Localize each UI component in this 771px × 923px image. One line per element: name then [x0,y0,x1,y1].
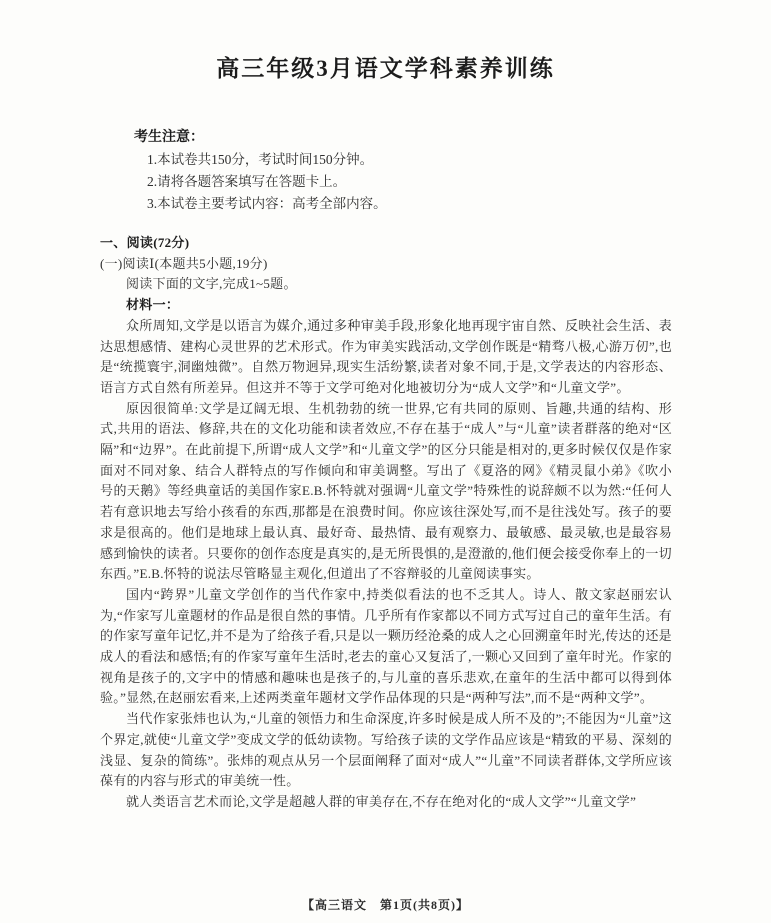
body-paragraph: 原因很简单:文学是辽阔无垠、生机勃勃的统一世界,它有共同的原则、旨趣,共通的结构、形式,共用的语法、修辞,共在的文化功能和读者效应,不存在基于“成人”与“儿童”读者群落的绝对“区隔”和“边界”。在此前提下,所谓“成人文学”和“儿童文学”的区分只能是相对的,更多时候仅仅是作家面对不同对象、结合人群特点的写作倾向和审美调整。写出了《夏洛的网》《精灵鼠小弟》《吹小号的天鹅》等经典童话的美国作家E.B.怀特就对强调“儿童文学”特殊性的说辞颇不以为然:“任何人若有意识地去写给小孩看的东西,那都是在浪费时间。你应该往深处写,而不是往浅处写。孩子的要求是很高的。他们是地球上最认真、最好奇、最热情、最有观察力、最敏感、最灵敏,也是最容易感到愉快的读者。只要你的创作态度是真实的,是无所畏惧的,是澄澈的,他们便会接受你奉上的一切东西。”E.B.怀特的说法尽管略显主观化,但道出了不容辩驳的儿童阅读事实。 [100,400,672,582]
page-footer: 【高三语文 第1页(共8页)】 [302,898,469,912]
material-label: 材料一： [126,297,180,313]
notice-heading: 考生注意： [134,130,204,145]
body-paragraph: 众所周知,文学是以语言为媒介,通过多种审美手段,形象化地再现宇宙自然、反映社会生活、表达思想感情、建构心灵世界的艺术形式。作为审美实践活动,文学创作既是“精骛八极,心游万仞”,也是“统揽寰宇,洞幽烛微”。自然万物迥异,现实生活纷繁,读者对象不同,于是,文学表达的内容形态、语言方式自然有所差异。但这并不等于文学可绝对化地被切分为“成人文学”和“儿童文学”。 [100,317,672,395]
reading-section [100,233,672,813]
notice-item: 2.请将各题答案填写在答题卡上。 [147,174,347,189]
reading-instruction: 阅读下面的文字,完成1~5题。 [126,276,297,292]
part-heading: (一)阅读Ⅰ(本题共5小题,19分) [100,255,268,271]
body-paragraph: 就人类语言艺术而论,文学是超越人群的审美存在,不存在绝对化的“成人文学”“儿童文学” [126,793,637,809]
notice-item: 3.本试卷主要考试内容：高考全部内容。 [147,196,387,211]
notice-block [134,127,771,215]
page-title: 高三年级3月语文学科素养训练 [216,56,555,81]
notice-item: 1.本试卷共150分，考试时间150分钟。 [147,152,374,167]
body-paragraph: 当代作家张炜也认为,“儿童的领悟力和生命深度,许多时候是成人所不及的”;不能因为“儿童”这个界定,就使“儿童文学”变成文学的低幼读物。写给孩子读的文学作品应该是“精致的平易、深刻的浅显、复杂的简练”。张炜的观点从另一个层面阐释了面对“成人”“儿童”不同读者群体,文学所应该葆有的内容与形式的审美统一性。 [100,711,672,789]
section-heading: 一、阅读(72分) [100,235,190,250]
body-paragraph: 国内“跨界”儿童文学创作的当代作家中,持类似看法的也不乏其人。诗人、散文家赵丽宏认为,“作家写儿童题材的作品是很自然的事情。几乎所有作家都以不同方式写过自己的童年生活。有的作家写童年记忆,并不是为了给孩子看,只是以一颗历经沧桑的成人之心回溯童年时光,传达的还是成人的看法和感悟;有的作家写童年生活时,老去的童心又复活了,一颗心又回到了童年时光。作家的视角是孩子的,文字中的情感和趣味也是孩子的,与儿童的喜乐悲欢,在童年的生活中都可以得到体验。”显然,在赵丽宏看来,上述两类童年题材文学作品体现的只是“两种写法”,而不是“两种文学”。 [100,586,672,706]
